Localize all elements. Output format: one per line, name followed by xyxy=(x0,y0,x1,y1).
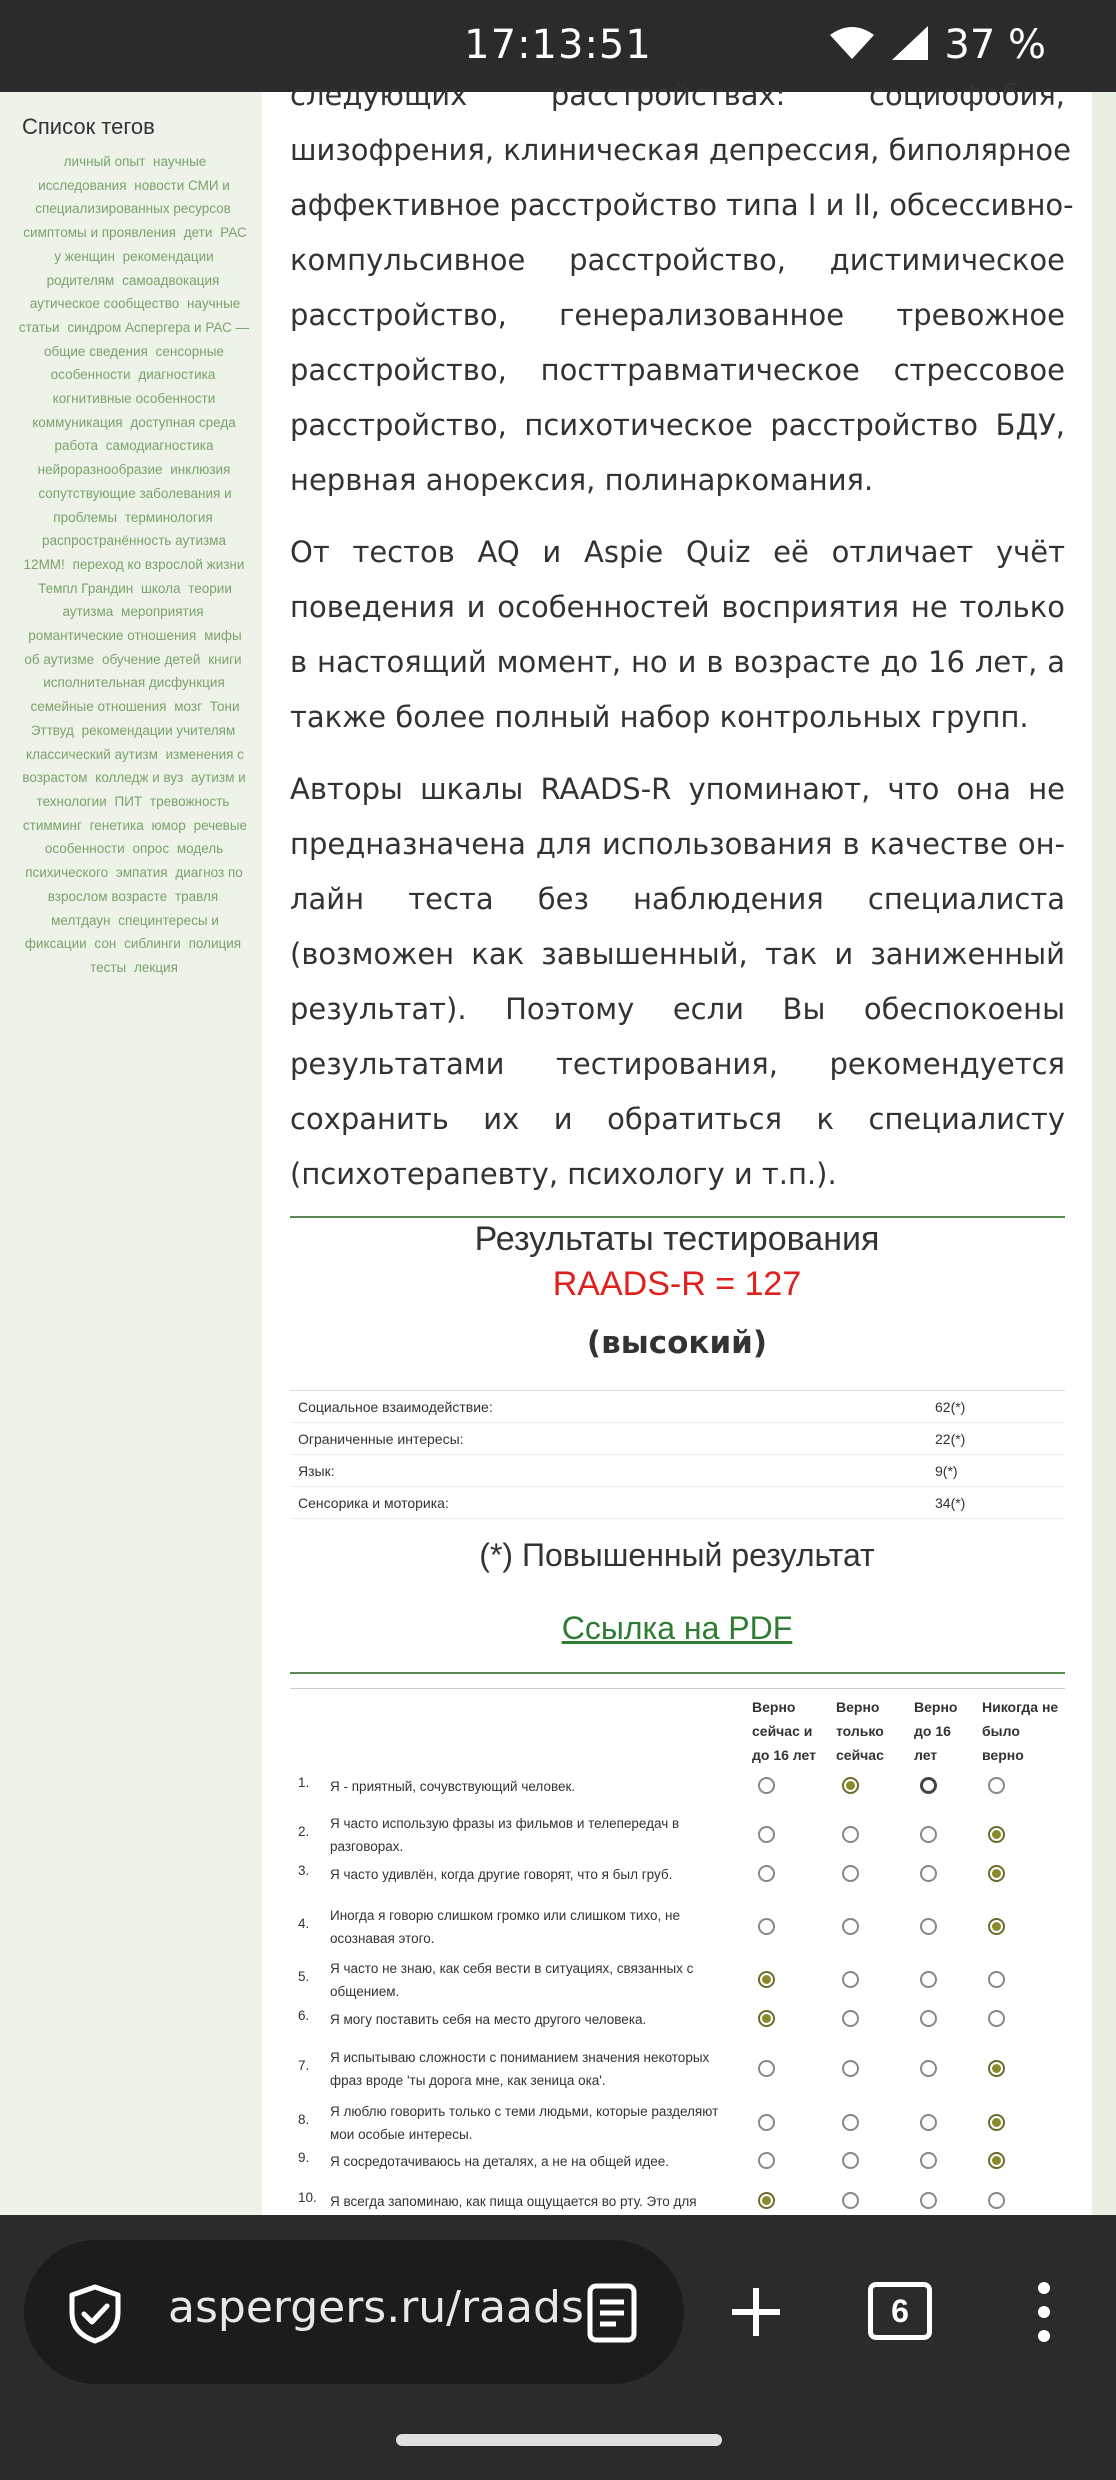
tag-link[interactable]: эмпатия xyxy=(115,865,168,881)
tag-link[interactable]: полиция xyxy=(188,936,242,952)
tag-link[interactable]: юмор xyxy=(151,817,186,833)
tag-link[interactable]: коммуникация xyxy=(32,414,123,430)
question-text-line: Я часто не знаю, как себя вести в ситуациях, связанных с xyxy=(330,1961,694,1976)
answer-radio[interactable] xyxy=(758,2152,775,2169)
question-text xyxy=(330,1863,750,1886)
subscale-value: 22(*) xyxy=(935,1430,966,1447)
text-line: расстройство, генерализованное тревожное xyxy=(290,298,1065,332)
column-header xyxy=(914,1695,957,1767)
question-row xyxy=(290,2190,1065,2213)
tag-link[interactable]: РАС у женщин xyxy=(54,225,247,264)
question-text xyxy=(330,1904,750,1950)
tag-link[interactable]: Тони Эттвуд xyxy=(30,699,240,738)
new-tab-icon[interactable] xyxy=(728,2284,784,2344)
answer-radio[interactable] xyxy=(842,2114,859,2131)
column-header-line: было xyxy=(982,1723,1020,1739)
question-row xyxy=(290,1904,1065,1950)
column-header xyxy=(836,1695,884,1767)
tag-link[interactable]: сон xyxy=(94,936,117,952)
tag-link[interactable]: новости СМИ и специализированных ресурсов xyxy=(35,177,231,217)
tag-link[interactable]: ПИТ xyxy=(114,793,143,809)
tag-link[interactable]: переход ко взрослой жизни xyxy=(72,556,245,572)
tag-link[interactable]: рекомендации родителям xyxy=(46,248,214,288)
tag-link[interactable]: аутизм и технологии xyxy=(36,770,246,809)
answer-radio[interactable] xyxy=(842,2010,859,2027)
tag-link[interactable]: исполнительная дисфункция xyxy=(43,675,225,691)
question-text-line: Я часто удивлён, когда другие говорят, что я был груб. xyxy=(330,1867,673,1882)
text-line: (возможен как завышенный, так и заниженный xyxy=(290,937,1065,971)
tag-link[interactable]: научные исследования xyxy=(38,154,207,193)
tag-link[interactable]: личный опыт xyxy=(63,154,146,169)
text-line: Авторы шкалы RAADS-R упоминают, что она не xyxy=(290,772,1065,806)
tag-link[interactable]: речевые особенности xyxy=(44,817,248,857)
tag-link[interactable]: терминология xyxy=(124,509,213,525)
text-line: От тестов AQ и Aspie Quiz её отличает учёт xyxy=(290,535,1065,569)
answer-radio[interactable] xyxy=(758,2060,775,2077)
tag-link[interactable]: модель психического xyxy=(25,841,224,881)
answer-radio[interactable] xyxy=(988,2060,1005,2077)
answer-radio[interactable] xyxy=(988,1865,1005,1882)
results-score: RAADS-R = 127 xyxy=(552,1265,802,1303)
subscale-row xyxy=(290,1487,1065,1519)
text-line: расстройство, посттравматическое стрессовое xyxy=(290,353,1065,387)
text-line: нервная анорексия, полинаркомания. xyxy=(290,463,874,497)
tag-link[interactable]: колледж и вуз xyxy=(95,770,184,786)
question-text xyxy=(330,2008,750,2031)
text-line: сохранить их и обратиться к специалисту xyxy=(290,1102,1065,1136)
tag-link[interactable]: самодиагностика xyxy=(105,438,214,454)
reader-mode-icon[interactable] xyxy=(586,2282,638,2348)
subscale-name: Сенсорика и моторика: xyxy=(298,1494,449,1511)
tag-link[interactable]: доступная среда xyxy=(130,414,236,430)
question-number: 1. xyxy=(298,1775,310,1790)
pdf-link[interactable]: Ссылка на PDF xyxy=(561,1610,793,1646)
question-text-line: мои особые интересы. xyxy=(330,2127,473,2142)
tag-link[interactable]: Темпл Грандин xyxy=(38,580,134,596)
tag-link[interactable]: диагностика xyxy=(138,367,216,383)
tag-link[interactable]: изменения с возрастом xyxy=(22,746,244,786)
question-number: 5. xyxy=(298,1969,310,1984)
table-top-border xyxy=(290,1688,1065,1689)
text-line: следующих расстройствах: социофобия, xyxy=(290,78,1065,112)
results-title: Результаты тестирования xyxy=(474,1220,880,1258)
url-text[interactable]: aspergers.ru/raads xyxy=(168,2282,584,2333)
question-text-line: Я всегда запоминаю, как пища ощущается во рту. Это для xyxy=(330,2194,697,2209)
tag-link[interactable]: нейроразнообразие xyxy=(37,462,163,478)
answer-radio[interactable] xyxy=(758,1918,775,1935)
tag-link[interactable]: лекция xyxy=(134,959,178,975)
answer-radio[interactable] xyxy=(842,1971,859,1988)
question-text-line: общением. xyxy=(330,1984,400,1999)
answer-radio[interactable] xyxy=(988,1918,1005,1935)
wifi-icon xyxy=(828,25,876,65)
answer-radio[interactable] xyxy=(920,2010,937,2027)
tag-link[interactable]: распространённость аутизма xyxy=(42,533,226,549)
divider xyxy=(290,1216,1065,1218)
more-menu-icon[interactable] xyxy=(1036,2280,1052,2348)
answer-radio[interactable] xyxy=(842,1826,859,1843)
answer-radio[interactable] xyxy=(758,1777,775,1794)
text-line: шизофрения, клиническая депрессия, биполярное xyxy=(290,133,1071,167)
column-header-line: до 16 xyxy=(914,1723,951,1739)
results-level: (высокий) xyxy=(586,1325,768,1361)
answer-radio[interactable] xyxy=(920,1918,937,1935)
text-line: в настоящий момент, но и в возрасте до 16 лет, а xyxy=(290,645,1065,679)
tag-link[interactable]: мероприятия xyxy=(121,604,204,620)
text-line: поведения и особенностей восприятия не только xyxy=(290,590,1065,624)
question-text xyxy=(330,1957,750,2003)
tag-link[interactable]: романтические отношения xyxy=(28,628,197,644)
answer-radio[interactable] xyxy=(758,1971,775,1988)
column-header-line: лет xyxy=(914,1747,938,1763)
answer-radio[interactable] xyxy=(920,1777,937,1794)
answer-radio[interactable] xyxy=(758,2114,775,2131)
column-header-line: сейчас и xyxy=(752,1723,813,1739)
tag-link[interactable]: инклюзия xyxy=(170,462,231,478)
subscale-table xyxy=(290,1390,1065,1519)
tag-link[interactable]: сиблинги xyxy=(124,936,181,952)
question-row xyxy=(290,1957,1065,2003)
question-text xyxy=(330,2046,750,2092)
answer-radio[interactable] xyxy=(920,1971,937,1988)
tab-count: 6 xyxy=(891,2293,909,2329)
question-text-line: Я испытываю сложности с пониманием значения некоторых xyxy=(330,2050,710,2065)
column-header xyxy=(982,1695,1058,1767)
question-text-line: Я сосредотачиваюсь на деталях, а не на общей идее. xyxy=(330,2154,669,2169)
text-line: расстройство, психотическое расстройство БДУ, xyxy=(290,408,1065,442)
tag-link[interactable]: сенсорные особенности xyxy=(50,343,224,383)
answer-radio[interactable] xyxy=(842,1865,859,1882)
answer-radio[interactable] xyxy=(920,1826,937,1843)
column-header-line: Верно xyxy=(752,1699,796,1715)
question-text xyxy=(330,2100,750,2146)
answer-radio[interactable] xyxy=(920,2152,937,2169)
tags-title: Список тегов xyxy=(22,114,155,139)
question-text xyxy=(330,1812,750,1858)
tag-link[interactable]: теории аутизма xyxy=(62,580,232,620)
answer-radio[interactable] xyxy=(758,1826,775,1843)
question-text-line: Я - приятный, сочувствующий человек. xyxy=(330,1779,576,1794)
answer-radio[interactable] xyxy=(988,1826,1005,1843)
question-row xyxy=(290,2150,1065,2173)
tag-link[interactable]: книги xyxy=(208,651,242,667)
answer-radio[interactable] xyxy=(920,2060,937,2077)
tag-link[interactable]: классический аутизм xyxy=(26,746,158,762)
question-text-line: Я часто использую фразы из фильмов и телепередач в xyxy=(330,1816,680,1831)
question-number: 2. xyxy=(298,1824,310,1839)
question-text-line: осознавая этого. xyxy=(330,1931,435,1946)
column-header-line: Верно xyxy=(914,1699,958,1715)
answer-radio[interactable] xyxy=(758,2010,775,2027)
question-number: 10. xyxy=(298,2190,317,2205)
column-header xyxy=(752,1695,816,1767)
tag-link[interactable]: симптомы и проявления xyxy=(23,225,176,241)
tag-link[interactable]: мелтдаун xyxy=(51,912,111,928)
question-number: 8. xyxy=(298,2112,310,2127)
tag-link[interactable]: генетика xyxy=(89,817,144,833)
text-line: результатами тестирования, рекомендуется xyxy=(290,1047,1065,1081)
tag-link[interactable]: когнитивные особенности xyxy=(52,391,216,407)
tag-link[interactable]: 12ММ! xyxy=(23,556,65,572)
question-number: 3. xyxy=(298,1863,310,1878)
divider xyxy=(290,1672,1065,1674)
system-icons xyxy=(828,22,1046,68)
answer-radio[interactable] xyxy=(842,2192,859,2209)
text-line: лайн теста без наблюдения специалиста xyxy=(290,882,1065,916)
tag-link[interactable]: мифы об аутизме xyxy=(24,628,242,667)
column-header-line: Никогда не xyxy=(982,1699,1059,1715)
subscale-row xyxy=(290,1391,1065,1423)
signal-icon xyxy=(890,24,930,66)
page-margin xyxy=(1092,92,1116,2215)
question-text-line: Я могу поставить себя на место другого человека. xyxy=(330,2012,647,2027)
question-row xyxy=(290,2046,1065,2092)
question-text xyxy=(330,1775,750,1798)
question-number: 4. xyxy=(298,1916,310,1931)
answer-radio[interactable] xyxy=(988,2010,1005,2027)
question-number: 9. xyxy=(298,2150,310,2165)
battery-level: 37 % xyxy=(944,22,1046,68)
answer-radio[interactable] xyxy=(920,2192,937,2209)
article-paragraph-1 xyxy=(290,68,1074,508)
tab-switcher-icon[interactable] xyxy=(868,2282,932,2340)
question-number: 6. xyxy=(298,2008,310,2023)
tag-link[interactable]: специнтересы и фиксации xyxy=(24,912,219,952)
tag-link[interactable]: дети xyxy=(183,225,213,241)
tag-link[interactable]: школа xyxy=(140,580,181,596)
subscale-name: Социальное взаимодействие: xyxy=(298,1398,493,1415)
subscale-value: 62(*) xyxy=(935,1398,966,1415)
answer-radio[interactable] xyxy=(758,1865,775,1882)
shield-check-icon[interactable] xyxy=(66,2283,124,2349)
tag-cloud xyxy=(18,150,250,980)
answer-radio[interactable] xyxy=(842,1777,859,1794)
tag-link[interactable]: диагноз по взрослом возрасте xyxy=(47,865,243,904)
column-header-line: сейчас xyxy=(836,1747,884,1763)
article-paragraph-2 xyxy=(290,525,1065,745)
gesture-handle[interactable] xyxy=(396,2434,722,2446)
text-line: аффективное расстройство типа I и II, обсессивно- xyxy=(290,188,1074,222)
question-text xyxy=(330,2150,750,2173)
answer-radio[interactable] xyxy=(842,2060,859,2077)
answer-radio[interactable] xyxy=(920,1865,937,1882)
answer-radio[interactable] xyxy=(988,1971,1005,1988)
subscale-value: 9(*) xyxy=(935,1462,958,1479)
question-row xyxy=(290,2008,1065,2031)
elevated-note: (*) Повышенный результат xyxy=(479,1537,875,1573)
answer-radio[interactable] xyxy=(988,1777,1005,1794)
tag-link[interactable]: обучение детей xyxy=(101,651,201,667)
tag-link[interactable]: тревожность xyxy=(149,793,230,809)
tag-link[interactable]: рекомендации учителям xyxy=(81,722,236,738)
column-header-line: Верно xyxy=(836,1699,880,1715)
tag-link[interactable]: травля xyxy=(174,888,219,904)
subscale-value: 34(*) xyxy=(935,1494,966,1511)
question-number: 7. xyxy=(298,2058,310,2073)
tag-link[interactable]: тесты xyxy=(90,959,127,975)
answer-radio[interactable] xyxy=(988,2152,1005,2169)
tag-link[interactable]: работа xyxy=(54,438,98,454)
answer-radio[interactable] xyxy=(758,2192,775,2209)
answer-radio[interactable] xyxy=(842,2152,859,2169)
subscale-name: Ограниченные интересы: xyxy=(298,1430,464,1447)
question-row xyxy=(290,1812,1065,1858)
tag-link[interactable]: опрос xyxy=(132,841,170,857)
question-row xyxy=(290,1863,1065,1886)
question-text-line: Я люблю говорить только с теми людьми, которые разделяют xyxy=(330,2104,719,2119)
tag-link[interactable]: семейные отношения xyxy=(30,699,167,715)
text-line: также более полный набор контрольных групп. xyxy=(290,700,1029,734)
question-row xyxy=(290,2100,1065,2146)
text-line: (психотерапевту, психологу и т.п.). xyxy=(290,1157,837,1191)
tag-link[interactable]: стимминг xyxy=(22,817,82,833)
question-text-line: фраз вроде 'ты дорога мне, как зеница ока'. xyxy=(330,2073,606,2088)
tag-link[interactable]: сопутствующие заболевания и проблемы xyxy=(38,485,232,525)
answer-radio[interactable] xyxy=(920,2114,937,2131)
question-row xyxy=(290,1775,1065,1798)
question-text-line: разговорах. xyxy=(330,1839,404,1854)
answer-radio[interactable] xyxy=(988,2114,1005,2131)
subscale-row xyxy=(290,1455,1065,1487)
answer-radio[interactable] xyxy=(988,2192,1005,2209)
question-text xyxy=(330,2190,750,2213)
tag-link[interactable]: синдром Аспергера и РАС — общие сведения xyxy=(44,319,250,359)
question-text-line: Иногда я говорю слишком громко или слишком тихо, не xyxy=(330,1908,680,1923)
column-header-line: до 16 лет xyxy=(752,1747,816,1763)
text-line: компульсивное расстройство, дистимическое xyxy=(290,243,1065,277)
subscale-row xyxy=(290,1423,1065,1455)
answer-radio[interactable] xyxy=(842,1918,859,1935)
column-header-line: только xyxy=(836,1723,884,1739)
text-line: предназначена для использования в качестве он- xyxy=(290,827,1065,861)
tag-link[interactable]: аутическое сообщество xyxy=(29,296,180,312)
article-paragraph-3 xyxy=(290,762,1065,1202)
subscale-name: Язык: xyxy=(298,1462,335,1479)
status-time: 17:13:51 xyxy=(464,22,652,68)
tag-link[interactable]: самоадвокация xyxy=(122,272,220,288)
tag-link[interactable]: мозг xyxy=(174,699,203,715)
text-line: результат). Поэтому если Вы обеспокоены xyxy=(290,992,1065,1026)
column-header-line: верно xyxy=(982,1747,1024,1763)
tag-link[interactable]: научные статьи xyxy=(18,296,241,335)
